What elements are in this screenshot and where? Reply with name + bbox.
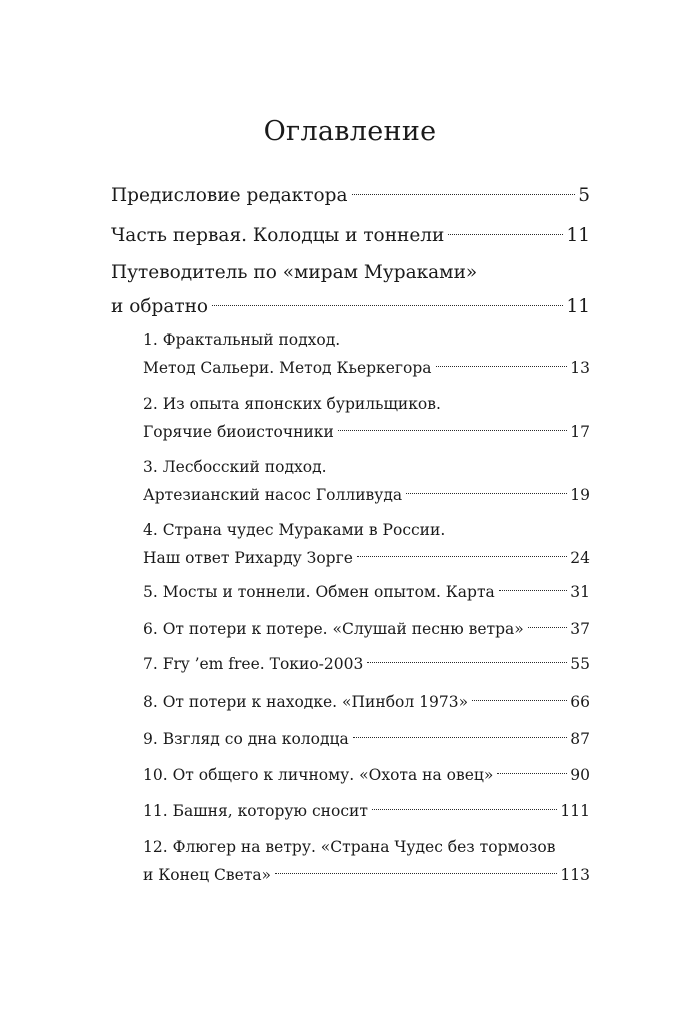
toc-page-number: 17 xyxy=(570,423,590,441)
toc-page-number: 113 xyxy=(560,866,590,884)
toc-entry-chapter-7 xyxy=(143,650,590,678)
toc-entry-line xyxy=(143,615,590,643)
dot-leader xyxy=(406,493,567,494)
dot-leader xyxy=(212,305,563,306)
toc-entry-line xyxy=(143,761,590,789)
dot-leader xyxy=(367,662,567,663)
dot-leader xyxy=(448,234,563,235)
dot-leader xyxy=(499,590,567,591)
toc-entry-title: 11. Башня, которую сносит xyxy=(143,802,368,820)
toc-page-number: 111 xyxy=(560,802,590,820)
toc-entry-chapter-9 xyxy=(143,725,590,753)
toc-entry-preface xyxy=(111,179,590,213)
toc-page-number: 66 xyxy=(570,693,590,711)
toc-entry-title: 7. Fry ’em free. Токио-2003 xyxy=(143,655,364,673)
toc-page-number: 24 xyxy=(570,549,590,567)
toc-entry-line xyxy=(143,578,590,606)
toc-entry-chapter-3 xyxy=(143,453,590,509)
toc-page-number: 37 xyxy=(570,620,590,638)
toc-entry-line xyxy=(143,861,590,889)
dot-leader xyxy=(353,737,568,738)
toc-entry-title-cont: и Конец Света» xyxy=(143,866,272,884)
dot-leader xyxy=(472,700,567,701)
dot-leader xyxy=(275,873,557,874)
toc-page-number: 11 xyxy=(566,296,590,317)
toc-entry-line xyxy=(143,390,590,418)
toc-entry-line xyxy=(143,833,590,861)
toc-entry-line xyxy=(143,688,590,716)
toc-entry-line xyxy=(143,418,590,446)
toc-entry-title: 3. Лесбосский подход. xyxy=(143,458,327,476)
toc-entry-line xyxy=(143,725,590,753)
toc-entry-guide xyxy=(111,256,590,324)
toc-entry-title-cont: Наш ответ Рихарду Зорге xyxy=(143,549,353,567)
toc-entry-line xyxy=(111,219,590,253)
toc-entry-chapter-2 xyxy=(143,390,590,446)
dot-leader xyxy=(357,556,567,557)
toc-entry-title: 12. Флюгер на ветру. «Страна Чудес без тормозов xyxy=(143,838,556,856)
toc-entry-line xyxy=(111,290,590,324)
toc-entry-title-cont: Горячие биоисточники xyxy=(143,423,334,441)
toc-entry-line xyxy=(143,544,590,572)
toc-entry-chapter-10 xyxy=(143,761,590,789)
toc-entry-chapter-11 xyxy=(143,797,590,825)
toc-entry-line xyxy=(143,650,590,678)
toc-entry-line xyxy=(143,453,590,481)
toc-entry-chapter-6 xyxy=(143,615,590,643)
toc-entry-title-cont: и обратно xyxy=(111,296,209,317)
dot-leader xyxy=(436,366,568,367)
toc-entry-chapter-4 xyxy=(143,516,590,572)
toc-page-number: 11 xyxy=(566,225,590,246)
toc-entry-line xyxy=(111,256,590,290)
toc-entry-title: 2. Из опыта японских бурильщиков. xyxy=(143,395,441,413)
toc-entry-title: 6. От потери к потере. «Слушай песню ветра» xyxy=(143,620,524,638)
toc-entry-title: Предисловие редактора xyxy=(111,185,348,206)
toc-entry-line xyxy=(143,354,590,382)
toc-entry-line xyxy=(143,326,590,354)
dot-leader xyxy=(372,809,558,810)
toc-entry-chapter-1 xyxy=(143,326,590,382)
toc-entry-title: 10. От общего к личному. «Охота на овец» xyxy=(143,766,494,784)
toc-page-number: 55 xyxy=(570,655,590,673)
toc-entry-part-one xyxy=(111,219,590,253)
toc-entry-title: 8. От потери к находке. «Пинбол 1973» xyxy=(143,693,469,711)
toc-entry-title-cont: Артезианский насос Голливуда xyxy=(143,486,403,504)
toc-entry-chapter-12 xyxy=(143,833,590,889)
toc-page-number: 19 xyxy=(570,486,590,504)
toc-entry-title: 9. Взгляд со дна колодца xyxy=(143,730,349,748)
toc-entry-title: 4. Страна чудес Мураками в России. xyxy=(143,521,446,539)
toc-entry-line xyxy=(143,797,590,825)
toc-entry-title-cont: Метод Сальери. Метод Кьеркегора xyxy=(143,359,432,377)
toc-entry-title: Путеводитель по «мирам Мураками» xyxy=(111,262,478,283)
dot-leader xyxy=(352,194,576,195)
toc-entry-title: 1. Фрактальный подход. xyxy=(143,331,341,349)
toc-page-number: 87 xyxy=(570,730,590,748)
toc-entry-line xyxy=(111,179,590,213)
toc-page-number: 13 xyxy=(570,359,590,377)
page-title: Оглавление xyxy=(263,116,437,147)
dot-leader xyxy=(338,430,567,431)
toc-entry-title: 5. Мосты и тоннели. Обмен опытом. Карта xyxy=(143,583,495,601)
toc-entry-title: Часть первая. Колодцы и тоннели xyxy=(111,225,445,246)
toc-entry-chapter-5 xyxy=(143,578,590,606)
toc-page-number: 90 xyxy=(570,766,590,784)
dot-leader xyxy=(528,627,568,628)
toc-page-number: 31 xyxy=(570,583,590,601)
toc-entry-chapter-8 xyxy=(143,688,590,716)
dot-leader xyxy=(497,773,567,774)
toc-page-number: 5 xyxy=(578,185,590,206)
toc-entry-line xyxy=(143,516,590,544)
toc-entry-line xyxy=(143,481,590,509)
